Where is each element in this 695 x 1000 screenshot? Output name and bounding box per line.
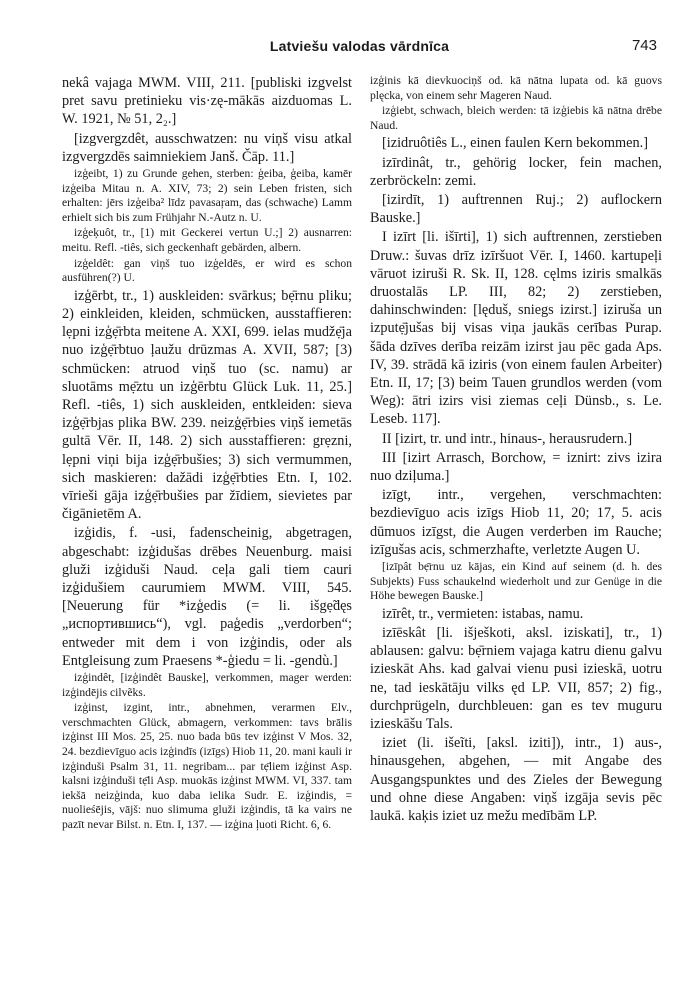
dictionary-entry: izģeldêt: gan viņš tuo izģeldēs, er wird es schon ausführen(?) U. — [62, 256, 352, 285]
dictionary-entry: izģidis, f. -usi, fadenscheinig, abgetragen, abgeschabt: izģidušas drēbes Neuenburg. maisi gluži izģiduši Naud. ceļa gali tiem cauri izģidušiem caurumiem MWM. VIII, 545. [Neuerung für *izģedis (= li. išgẹ̃dęs „испортившись“), vgl. paģedis „verdorben“; entweder mit dem i von izģindis, oder als Entgleisung zum Praesens *-ģiedu = li. -gendù.] — [62, 525, 352, 669]
dictionary-entry: izīrêt, tr., vermieten: istabas, namu. — [382, 605, 584, 622]
dictionary-entry: izģērbt, tr., 1) auskleiden: svārkus; bẹ̄rnu pliku; 2) einkleiden, kleiden, schmücken, ausstaffieren: lẹpni izģẹ̄rbta meitene A. XXI, 699. ielas mudžẹ̄ja nuo izģẹ̄rbtuo ļaužu drūzmas A. XVII, 587; [3) schmücken: atruod viņš tuo (sc. namu) ar sluotāms mẹ̄ztu un izģērbtu Glück Luk. 11, 25.] Refl. -tiês, 1) sich auskleiden, entkleiden: sieva izģẹ̄rbjas plika BW. 239. neizģẹ̄rbies viņš iemetās gultā Vēr. II, 148. 2) sich ausstaffieren: grẹzni, lẹpni viņi bija izģẹ̄rbušies; 3) sich vermummen, sich maskieren: dažādi izģẹ̄rbties Etn. I, 102. vīrieši gāja izģẹ̄rbušies par žīdiem, sievietes par čigānietēm A. — [62, 287, 352, 523]
dictionary-entry: izģinis kā dievkuociņš od. kā nātna lupata od. kā guovs plęcka, von einem sehr Mageren Naud. — [370, 74, 662, 102]
dictionary-entry: izīēskât [li. išješkoti, aksl. iziskati], tr., 1) ablausen: galvu: bẹ̄rniem vajaga katru dienu galvu izieskāt Ahs. kad galvai vienu pusi izieskā, uotru ne, tad ieskātāju vilks ęd LP. VII, 857; 2) fig., durchprügeln, durchbleuen: gan es tev muguru izieskāšu Tals. — [370, 625, 662, 733]
dictionary-entry: izģindêt, [izģindêt Bauske], verkommen, mager werden: izģindējis cilvẽks. — [62, 671, 352, 699]
dictionary-entry: [izīpât bẹ̄rnu uz kājas, ein Kind auf seinem (d. h. des Subjekts) Fuss schaukelnd wiederholt und zur Genüge in die Höhe bewegen Bauske.] — [370, 560, 662, 603]
dictionary-entry: III [izirt Arrasch, Borchow, = iznirt: zivs izira nuo dziļuma.] — [370, 449, 662, 485]
page-title: Latviešu valodas vārdnīca — [269, 38, 450, 54]
dictionary-entry: II [izirt, tr. und intr., hinaus-, herausrudern.] — [382, 430, 633, 447]
dictionary-entry: izģiebt, schwach, bleich werden: tā izģiebis kā nātna drēbe Naud. — [370, 104, 662, 132]
dictionary-entry: izīgt, intr., vergehen, verschmachten: bezdievīguo acis izīgs Hiob 11, 20; 17, 5. acis dūmuos izīgst, die Augen verderben im Rauche; izīgušas acis, schmerzhafte, verletzte Augen U. — [370, 487, 662, 558]
left-column — [62, 74, 352, 989]
dictionary-entry: I izīrt [li. išīrti], 1) sich auftrennen, zerstieben Druw.: šuvas drīz izīršuot Vēr. I, 1460. kartupeļi vāruot iziruši R. Sk. II, 128. cęlms iziris smalkās druostalās LP. III, 82; 2) zerstieben, dahinschwinden: [lęduš, sniegs izirst.] iziruša un izputẹ̄jušas bij visas viņa jaukās cerības Purap. šāda dzīves derība reizām izirst jau pēc gada Aps. IV, 39. strādā kā iziris (von einem faulen Arbeiter) Etn. II, 17; [3) beim Tauen grundlos werden (vom Weg): ātri izirs visi ziemas ceļi Dünsb., s. Le. Leseb. 117]. — [370, 229, 662, 428]
dictionary-entry: [izgvergzdêt, ausschwatzen: nu viņš visu atkal izgvergzdēs saimniekiem Janš. Čāp. 11.] — [62, 130, 352, 165]
dictionary-entry: izģinst, izgint, intr., abnehmen, verarmen Elv., verschmachten Glück, abmagern, verkommen: tavs brālis izģinst III Mos. 25, 25. nuo bada būs tev izģinst V Mos. 32, 24. bezdievīguo acis izģindīs (izīgs) Hiob 11, 20. mani kauli ir izģinduši Psalm 31, 11. negribam... par tẹ̄liem izģinst Asp. kalsni izģinduši tẹ̄li Asp. muokās izģinst MWM. VI, 337. tam iekšā neizģinda, kuo daba ielika Sudr. E. izģindis, = nuolieśējis, vājš: nuo slimuma gluži izģindis, tā ka vairs ne pazīt nevar Bilst. n. Etn. I, 137. — izģina ļuoti Richt. 6, 6. — [62, 701, 352, 831]
dictionary-entry: izģeibt, 1) zu Grunde gehen, sterben: ģeiba, ģeiba, kamēr izģeiba Mitau n. A. XIV, 73; 2) sein Leben fristen, sich erhalten: jērs izģeiba² līdz pavasaŗam, das (schwache) Lamm erhielt sich bis zum Frühjahr N.-Autz n. U. — [62, 167, 352, 224]
dictionary-entry: [izidruôtiês L., einen faulen Kern bekommen.] — [382, 135, 648, 152]
dictionary-entry: izīrdinât, tr., gehörig locker, fein machen, zerbröckeln: zemi. — [370, 154, 662, 189]
right-column — [370, 74, 662, 989]
dictionary-entry: nekâ vajaga MWM. VIII, 211. [publiski izgvelst pret savu pretinieku vis·zę-mākās aizduomas L. W. 1921, № 51, 2₂.] — [62, 75, 352, 128]
page-number: 743 — [631, 37, 657, 54]
dictionary-entry: [izirdīt, 1) auftrennen Ruj.; 2) auflockern Bauske.] — [370, 191, 662, 227]
dictionary-entry: iziet (li. išeĩti, [aksl. iziti]), intr., 1) aus-, hinausgehen, abgehen, — mit Angabe des Ausgangspunktes und des Zieles der Bewegung und ohne diese Angaben: viņš izgāja sevis pēc laukā. kaķis iziet uz mežu medībām LP. — [370, 735, 662, 825]
page-header — [62, 38, 657, 58]
dictionary-entry: izģeķuôt, tr., [1) mit Geckerei vertun U.;] 2) ausnarren: meitu. Refl. -tiês, sich geckenhaft gebärden, albern. — [62, 226, 352, 254]
